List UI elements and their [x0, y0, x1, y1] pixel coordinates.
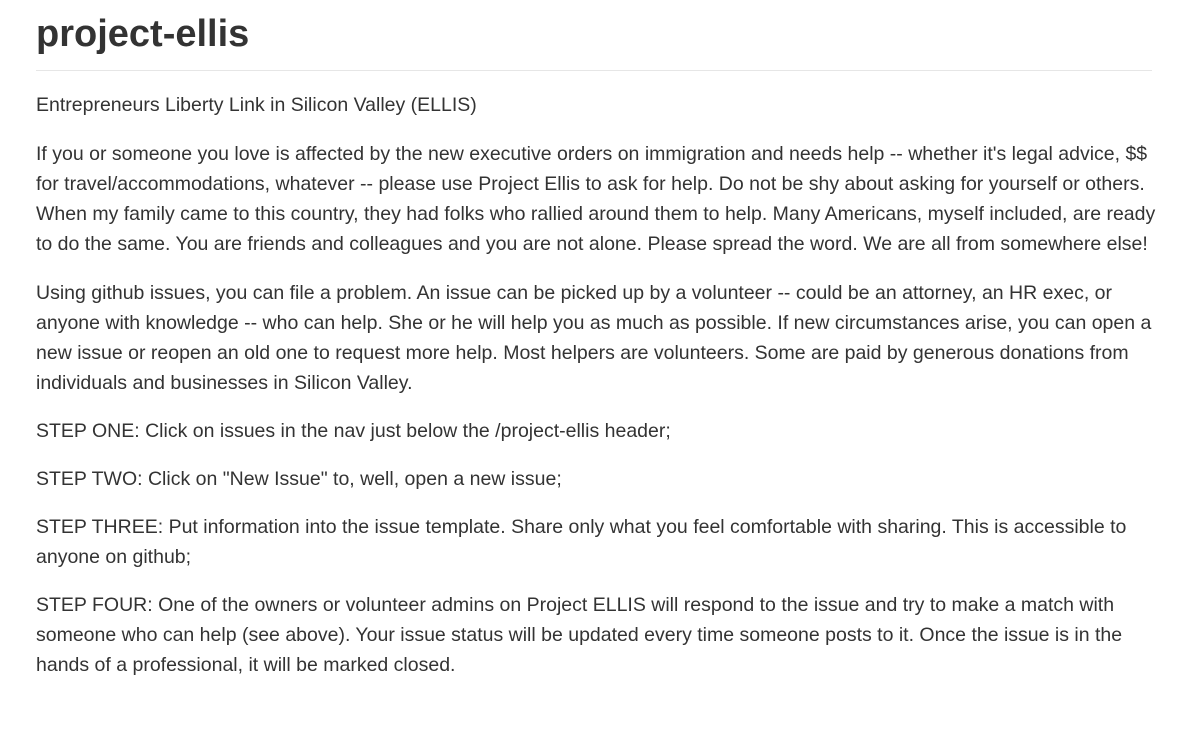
step-four-paragraph: STEP FOUR: One of the owners or volunteer admins on Project ELLIS will respond to the issue and try to make a match with someone who can help (see above). Your issue status will be updated every time someone posts to it. Once the issue is in the hands of a professional, it will be marked closed.: [36, 594, 1123, 676]
tagline-paragraph: Entrepreneurs Liberty Link in Silicon Valley (ELLIS): [36, 94, 477, 116]
intro-paragraph: If you or someone you love is affected by the new executive orders on immigration and needs help -- whether it's legal advice, $$ for travel/accommodations, whatever -- please use Project Ellis to ask for help. Do not be shy about asking for yourself or others. When my family came to this country, they had folks who rallied around them to help. Many Americans, myself included, are ready to do the same. You are friends and colleagues and you are not alone. Please spread the word. We are all from somewhere else!: [36, 143, 1156, 255]
step-two-paragraph: STEP TWO: Click on "New Issue" to, well, open a new issue;: [36, 468, 562, 490]
how-it-works-paragraph: Using github issues, you can file a problem. An issue can be picked up by a volunteer -- could be an attorney, an HR exec, or anyone with knowledge -- who can help. She or he will help you as much as possible. If new circumstances arise, you can open a new issue or reopen an old one to request more help. Most helpers are volunteers. Some are paid by generous donations from individuals and businesses in Silicon Valley.: [36, 282, 1152, 394]
page-title: project-ellis: [36, 13, 250, 55]
step-three-paragraph: STEP THREE: Put information into the issue template. Share only what you feel comfortable with sharing. This is accessible to anyone on github;: [36, 516, 1127, 568]
step-one-paragraph: STEP ONE: Click on issues in the nav just below the /project-ellis header;: [36, 420, 671, 442]
readme-body: [36, 90, 1160, 680]
title-divider: [36, 70, 1152, 71]
